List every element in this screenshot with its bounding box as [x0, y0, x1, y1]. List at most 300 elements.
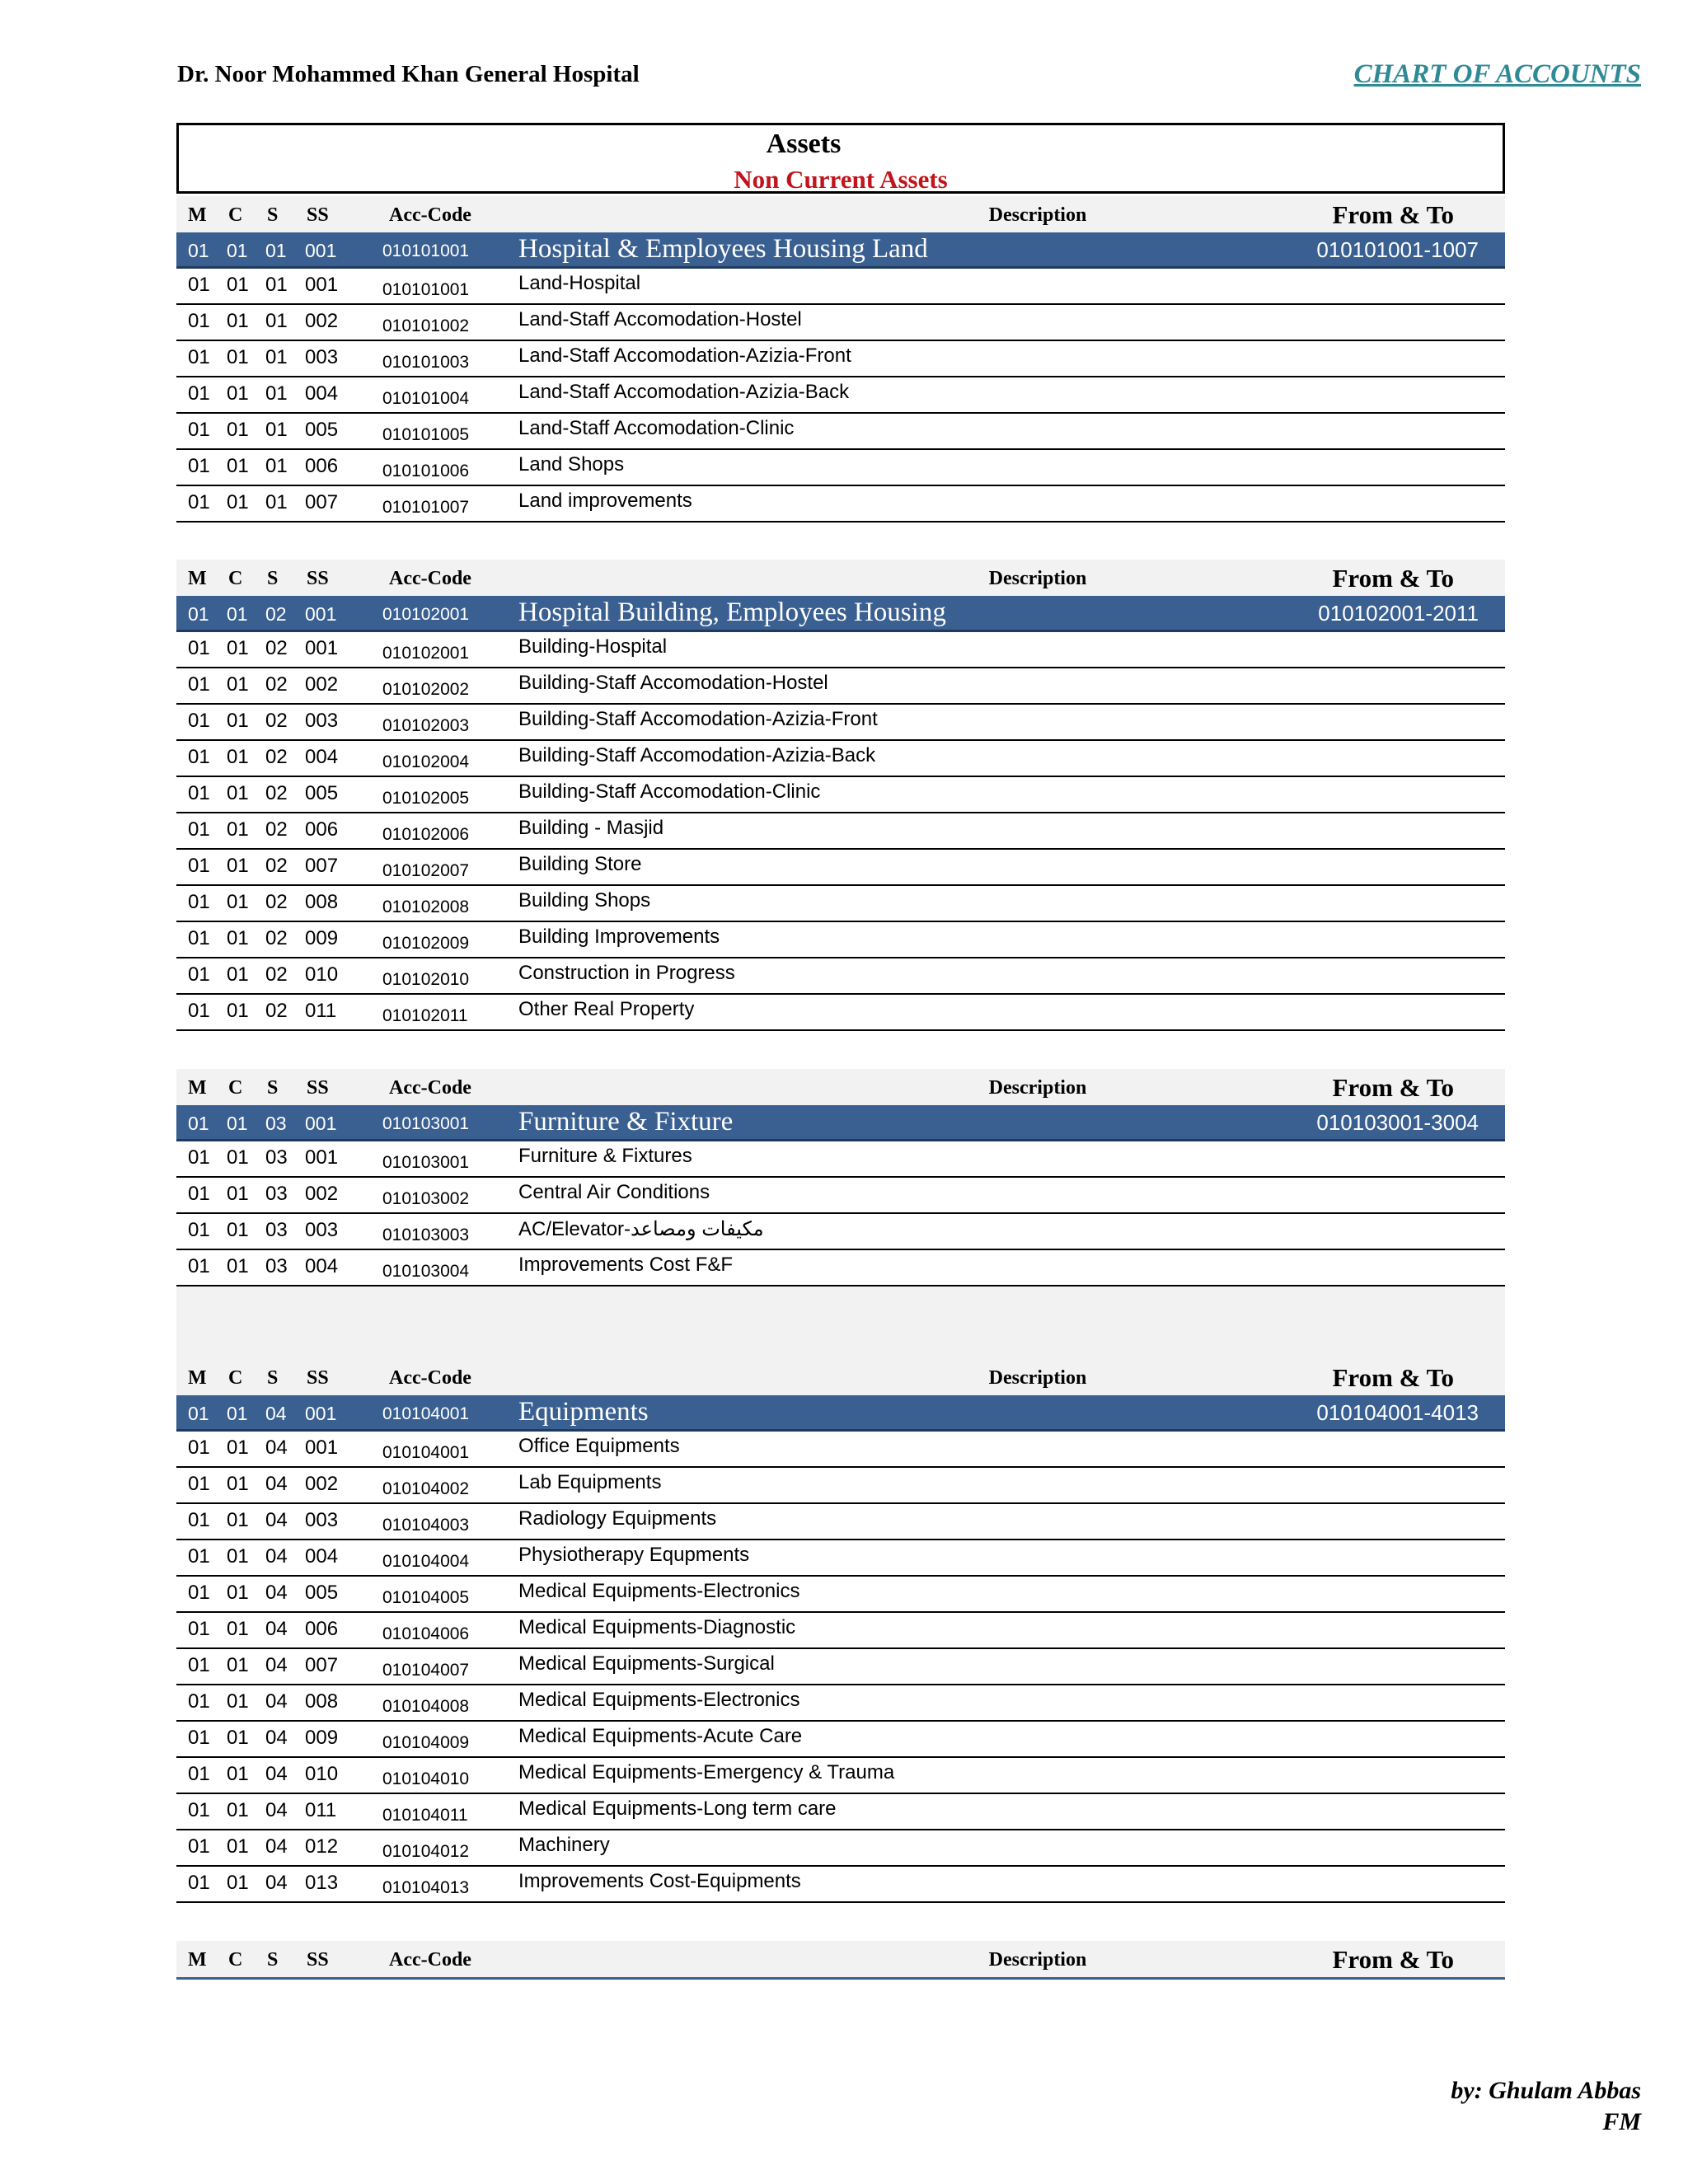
table-row [176, 269, 1505, 305]
row-ss: 011 [305, 1799, 337, 1821]
row-s: 01 [265, 491, 288, 513]
col-m-header: M [188, 1367, 207, 1389]
row-description: Building-Staff Accomodation-Clinic [518, 780, 821, 803]
group-s: 01 [265, 240, 287, 261]
table-row [176, 1577, 1505, 1613]
row-description: Other Real Property [518, 998, 695, 1020]
row-description: Central Air Conditions [518, 1181, 710, 1203]
row-acc-code: 010102011 [382, 1006, 468, 1025]
col-description-header: Description [988, 568, 1087, 589]
row-m: 01 [188, 1183, 210, 1205]
row-m: 01 [188, 274, 210, 296]
col-s-header: S [267, 204, 279, 226]
row-m: 01 [188, 310, 210, 332]
row-m: 01 [188, 491, 210, 513]
row-s: 02 [265, 1000, 288, 1022]
row-c: 01 [227, 1690, 249, 1713]
group-acc-code: 010101001 [382, 241, 470, 260]
row-description: Physiotherapy Equpments [518, 1544, 750, 1566]
row-c: 01 [227, 746, 249, 768]
row-description: Medical Equipments-Diagnostic [518, 1616, 796, 1638]
row-m: 01 [188, 782, 210, 804]
row-ss: 010 [305, 1763, 339, 1785]
row-c: 01 [227, 963, 249, 986]
table-row [176, 1178, 1505, 1214]
col-m-header: M [188, 1949, 207, 1971]
row-m: 01 [188, 637, 210, 659]
column-header-row [176, 560, 1505, 596]
row-s: 02 [265, 637, 288, 659]
table-row [176, 1649, 1505, 1685]
col-acc-code-header: Acc-Code [389, 1367, 471, 1389]
col-from-to-header: From & To [1332, 200, 1454, 229]
column-header-row [176, 1069, 1505, 1105]
table-row [176, 777, 1505, 813]
title-box [176, 123, 1505, 194]
row-m: 01 [188, 1690, 210, 1713]
row-acc-code: 010101002 [382, 316, 470, 335]
row-acc-code: 010104012 [382, 1842, 470, 1861]
row-description: Building - Masjid [518, 817, 664, 839]
row-description: Land-Staff Accomodation-Azizia-Front [518, 344, 851, 367]
row-m: 01 [188, 1618, 210, 1640]
row-description: Furniture & Fixtures [518, 1145, 692, 1167]
table-row [176, 1214, 1505, 1250]
group-m: 01 [188, 603, 209, 625]
col-description-header: Description [988, 1949, 1087, 1971]
row-ss: 008 [305, 891, 339, 913]
table-row [176, 1794, 1505, 1830]
row-c: 01 [227, 382, 249, 405]
group-ss: 001 [305, 1403, 337, 1424]
row-s: 03 [265, 1146, 288, 1169]
row-c: 01 [227, 1727, 249, 1749]
row-s: 02 [265, 746, 288, 768]
col-s-header: S [267, 568, 279, 589]
col-description-header: Description [988, 204, 1087, 226]
table-row [176, 305, 1505, 341]
row-description: Building Improvements [518, 926, 720, 948]
row-acc-code: 010102004 [382, 752, 470, 771]
row-ss: 009 [305, 1727, 339, 1749]
row-description: Medical Equipments-Surgical [518, 1652, 775, 1675]
col-acc-code-header: Acc-Code [389, 1949, 471, 1971]
row-s: 03 [265, 1183, 288, 1205]
row-acc-code: 010102007 [382, 861, 470, 880]
row-description: Machinery [518, 1834, 610, 1856]
group-ss: 001 [305, 1113, 337, 1134]
group-ss: 001 [305, 603, 337, 625]
group-row [176, 232, 1505, 269]
row-ss: 007 [305, 491, 339, 513]
table-row [176, 1830, 1505, 1867]
row-m: 01 [188, 927, 210, 949]
row-s: 04 [265, 1473, 288, 1495]
row-c: 01 [227, 1219, 249, 1241]
row-acc-code: 010101007 [382, 498, 470, 517]
table-row [176, 1504, 1505, 1540]
row-ss: 005 [305, 419, 339, 441]
row-s: 04 [265, 1727, 288, 1749]
table-row [176, 414, 1505, 450]
table-row [176, 1613, 1505, 1649]
row-description: Lab Equipments [518, 1471, 662, 1493]
col-from-to-header: From & To [1332, 564, 1454, 593]
row-c: 01 [227, 491, 249, 513]
non-current-assets-title: Non Current Assets [734, 165, 948, 194]
table-row [176, 1250, 1505, 1286]
row-s: 04 [265, 1618, 288, 1640]
group-m: 01 [188, 240, 209, 261]
row-m: 01 [188, 855, 210, 877]
row-s: 04 [265, 1872, 288, 1894]
row-ss: 012 [305, 1835, 339, 1858]
row-s: 02 [265, 782, 288, 804]
row-s: 03 [265, 1255, 288, 1277]
row-s: 02 [265, 673, 288, 696]
row-c: 01 [227, 310, 249, 332]
col-c-header: C [228, 568, 243, 589]
group-range: 010104001-4013 [1316, 1400, 1479, 1425]
row-c: 01 [227, 346, 249, 368]
row-m: 01 [188, 419, 210, 441]
row-description: Land-Hospital [518, 272, 641, 294]
table-row [176, 1432, 1505, 1468]
col-s-header: S [267, 1367, 279, 1389]
col-m-header: M [188, 568, 207, 589]
row-acc-code: 010101001 [382, 280, 470, 299]
table-row [176, 1722, 1505, 1758]
col-s-header: S [267, 1077, 279, 1099]
row-c: 01 [227, 782, 249, 804]
row-description: Land-Staff Accomodation-Hostel [518, 308, 802, 330]
row-m: 01 [188, 710, 210, 732]
row-description: Office Equipments [518, 1435, 680, 1457]
row-c: 01 [227, 891, 249, 913]
row-c: 01 [227, 818, 249, 841]
row-c: 01 [227, 1436, 249, 1459]
row-c: 01 [227, 274, 249, 296]
row-c: 01 [227, 1000, 249, 1022]
row-m: 01 [188, 1727, 210, 1749]
row-s: 01 [265, 382, 288, 405]
row-m: 01 [188, 1219, 210, 1241]
row-acc-code: 010104007 [382, 1661, 470, 1680]
row-acc-code: 010104004 [382, 1552, 470, 1571]
row-ss: 002 [305, 1473, 339, 1495]
col-acc-code-header: Acc-Code [389, 204, 471, 226]
row-acc-code: 010104001 [382, 1443, 470, 1462]
table-row [176, 958, 1505, 995]
group-description: Hospital Building, Employees Housing [518, 598, 946, 627]
row-description: AC/Elevator-مكيفات ومصاعد [518, 1218, 764, 1240]
column-header-row [176, 1359, 1505, 1395]
row-acc-code: 010102006 [382, 825, 470, 844]
table-row [176, 450, 1505, 486]
row-ss: 009 [305, 927, 339, 949]
table-row [176, 1468, 1505, 1504]
row-s: 04 [265, 1799, 288, 1821]
row-m: 01 [188, 891, 210, 913]
row-c: 01 [227, 1183, 249, 1205]
row-description: Medical Equipments-Long term care [518, 1797, 837, 1820]
row-description: Land Shops [518, 453, 625, 476]
assets-title: Assets [766, 129, 842, 159]
row-description: Building-Staff Accomodation-Azizia-Front [518, 708, 878, 730]
row-s: 04 [265, 1835, 288, 1858]
row-description: Improvements Cost F&F [518, 1254, 734, 1276]
group-range: 010103001-3004 [1316, 1110, 1479, 1135]
row-description: Land-Staff Accomodation-Clinic [518, 417, 795, 439]
group-c: 01 [227, 603, 248, 625]
row-acc-code: 010103004 [382, 1262, 470, 1281]
row-s: 02 [265, 855, 288, 877]
row-acc-code: 010102003 [382, 716, 470, 735]
group-ss: 001 [305, 240, 337, 261]
group-c: 01 [227, 1113, 248, 1134]
row-ss: 001 [305, 1146, 339, 1169]
group-acc-code: 010103001 [382, 1114, 470, 1133]
row-acc-code: 010104011 [382, 1806, 468, 1825]
row-m: 01 [188, 1763, 210, 1785]
signature-by: by: Ghulam Abbas [1451, 2077, 1641, 2104]
table-row [176, 1867, 1505, 1903]
row-c: 01 [227, 419, 249, 441]
row-description: Medical Equipments-Electronics [518, 1689, 800, 1711]
row-ss: 008 [305, 1690, 339, 1713]
row-description: Building-Hospital [518, 635, 668, 658]
row-ss: 004 [305, 746, 339, 768]
row-s: 01 [265, 310, 288, 332]
row-description: Improvements Cost-Equipments [518, 1870, 801, 1892]
row-description: Land improvements [518, 490, 692, 512]
row-m: 01 [188, 1509, 210, 1531]
col-acc-code-header: Acc-Code [389, 1077, 471, 1099]
col-from-to-header: From & To [1332, 1363, 1454, 1392]
row-acc-code: 010101006 [382, 462, 470, 480]
row-description: Building Shops [518, 889, 651, 912]
row-ss: 013 [305, 1872, 339, 1894]
col-c-header: C [228, 1949, 243, 1971]
group-m: 01 [188, 1403, 209, 1424]
row-m: 01 [188, 1582, 210, 1604]
column-header-row [176, 1941, 1505, 1980]
row-ss: 002 [305, 673, 339, 696]
table-row [176, 377, 1505, 414]
row-ss: 002 [305, 1183, 339, 1205]
row-c: 01 [227, 1618, 249, 1640]
group-c: 01 [227, 240, 248, 261]
row-acc-code: 010104010 [382, 1769, 470, 1788]
chart-of-accounts-title: CHART OF ACCOUNTS [1353, 59, 1641, 89]
row-ss: 001 [305, 274, 339, 296]
row-m: 01 [188, 1872, 210, 1894]
table-row [176, 486, 1505, 523]
row-ss: 006 [305, 818, 339, 841]
table-row [176, 1540, 1505, 1577]
row-acc-code: 010101005 [382, 425, 470, 444]
table-row [176, 1685, 1505, 1722]
row-acc-code: 010104006 [382, 1624, 470, 1643]
col-c-header: C [228, 204, 243, 226]
spacer-row [176, 1286, 1505, 1359]
row-description: Medical Equipments-Acute Care [518, 1725, 803, 1747]
row-m: 01 [188, 346, 210, 368]
row-acc-code: 010104002 [382, 1479, 470, 1498]
row-c: 01 [227, 1763, 249, 1785]
row-m: 01 [188, 673, 210, 696]
row-c: 01 [227, 1872, 249, 1894]
row-m: 01 [188, 1545, 210, 1568]
table-row [176, 632, 1505, 668]
group-acc-code: 010104001 [382, 1404, 470, 1423]
row-ss: 003 [305, 1509, 339, 1531]
group-row [176, 596, 1505, 632]
row-ss: 003 [305, 710, 339, 732]
row-c: 01 [227, 1835, 249, 1858]
row-ss: 004 [305, 1545, 339, 1568]
row-s: 02 [265, 963, 288, 986]
row-acc-code: 010102001 [382, 644, 470, 663]
row-s: 02 [265, 891, 288, 913]
row-s: 04 [265, 1690, 288, 1713]
row-m: 01 [188, 1000, 210, 1022]
row-description: Land-Staff Accomodation-Azizia-Back [518, 381, 850, 403]
row-description: Building-Staff Accomodation-Azizia-Back [518, 744, 876, 766]
row-c: 01 [227, 673, 249, 696]
row-acc-code: 010103003 [382, 1226, 470, 1244]
row-ss: 011 [305, 1000, 337, 1022]
row-acc-code: 010102005 [382, 789, 470, 808]
row-description: Radiology Equipments [518, 1507, 717, 1530]
col-c-header: C [228, 1367, 243, 1389]
row-c: 01 [227, 855, 249, 877]
col-acc-code-header: Acc-Code [389, 568, 471, 589]
hospital-name: Dr. Noor Mohammed Khan General Hospital [177, 61, 640, 87]
row-acc-code: 010102009 [382, 934, 470, 953]
row-acc-code: 010102010 [382, 970, 470, 989]
col-ss-header: SS [307, 1367, 329, 1389]
row-ss: 003 [305, 346, 339, 368]
table-row [176, 668, 1505, 705]
row-s: 04 [265, 1763, 288, 1785]
row-ss: 005 [305, 1582, 339, 1604]
col-description-header: Description [988, 1367, 1087, 1389]
col-from-to-header: From & To [1332, 1945, 1454, 1974]
table-row [176, 741, 1505, 777]
row-s: 02 [265, 818, 288, 841]
row-ss: 004 [305, 382, 339, 405]
row-c: 01 [227, 1255, 249, 1277]
row-c: 01 [227, 1509, 249, 1531]
group-m: 01 [188, 1113, 209, 1134]
row-acc-code: 010104005 [382, 1588, 470, 1607]
group-row [176, 1105, 1505, 1141]
row-s: 01 [265, 274, 288, 296]
table-row [176, 886, 1505, 922]
row-m: 01 [188, 382, 210, 405]
row-ss: 006 [305, 455, 339, 477]
group-row [176, 1395, 1505, 1432]
row-ss: 003 [305, 1219, 339, 1241]
account-section [176, 196, 1505, 523]
row-acc-code: 010101003 [382, 353, 470, 372]
row-description: Medical Equipments-Electronics [518, 1580, 800, 1602]
row-s: 01 [265, 346, 288, 368]
row-c: 01 [227, 710, 249, 732]
group-description: Equipments [518, 1397, 649, 1427]
row-s: 03 [265, 1219, 288, 1241]
row-c: 01 [227, 1545, 249, 1568]
column-header-row [176, 196, 1505, 232]
row-c: 01 [227, 1582, 249, 1604]
row-m: 01 [188, 1473, 210, 1495]
col-ss-header: SS [307, 1949, 329, 1971]
group-description: Furniture & Fixture [518, 1107, 734, 1137]
col-description-header: Description [988, 1077, 1087, 1099]
col-c-header: C [228, 1077, 243, 1099]
row-m: 01 [188, 1255, 210, 1277]
col-from-to-header: From & To [1332, 1073, 1454, 1102]
row-description: Medical Equipments-Emergency & Trauma [518, 1761, 895, 1783]
row-s: 04 [265, 1436, 288, 1459]
row-m: 01 [188, 1799, 210, 1821]
row-s: 04 [265, 1545, 288, 1568]
row-ss: 002 [305, 310, 339, 332]
row-s: 01 [265, 455, 288, 477]
group-s: 04 [265, 1403, 287, 1424]
row-c: 01 [227, 1473, 249, 1495]
row-c: 01 [227, 1799, 249, 1821]
table-row [176, 341, 1505, 377]
col-ss-header: SS [307, 204, 329, 226]
row-ss: 004 [305, 1255, 339, 1277]
row-acc-code: 010101004 [382, 389, 470, 408]
row-s: 02 [265, 710, 288, 732]
row-s: 01 [265, 419, 288, 441]
row-m: 01 [188, 1654, 210, 1676]
col-m-header: M [188, 204, 207, 226]
group-description: Hospital & Employees Housing Land [518, 234, 928, 264]
row-ss: 010 [305, 963, 339, 986]
table-row [176, 850, 1505, 886]
row-s: 04 [265, 1509, 288, 1531]
row-acc-code: 010104008 [382, 1697, 470, 1716]
account-section [176, 1941, 1505, 1980]
table-row [176, 813, 1505, 850]
row-acc-code: 010104013 [382, 1878, 470, 1897]
signature-role: FM [1602, 2108, 1641, 2135]
row-c: 01 [227, 1146, 249, 1169]
group-c: 01 [227, 1403, 248, 1424]
row-acc-code: 010102008 [382, 898, 470, 916]
row-c: 01 [227, 637, 249, 659]
row-c: 01 [227, 455, 249, 477]
row-acc-code: 010104003 [382, 1516, 470, 1535]
row-acc-code: 010104009 [382, 1733, 470, 1752]
row-m: 01 [188, 455, 210, 477]
group-range: 010101001-1007 [1316, 237, 1479, 262]
row-ss: 001 [305, 637, 339, 659]
account-section [176, 1069, 1505, 1359]
row-description: Building-Staff Accomodation-Hostel [518, 672, 828, 694]
row-ss: 001 [305, 1436, 339, 1459]
col-s-header: S [267, 1949, 279, 1971]
row-description: Construction in Progress [518, 962, 735, 984]
row-description: Building Store [518, 853, 642, 875]
row-s: 04 [265, 1582, 288, 1604]
row-m: 01 [188, 818, 210, 841]
